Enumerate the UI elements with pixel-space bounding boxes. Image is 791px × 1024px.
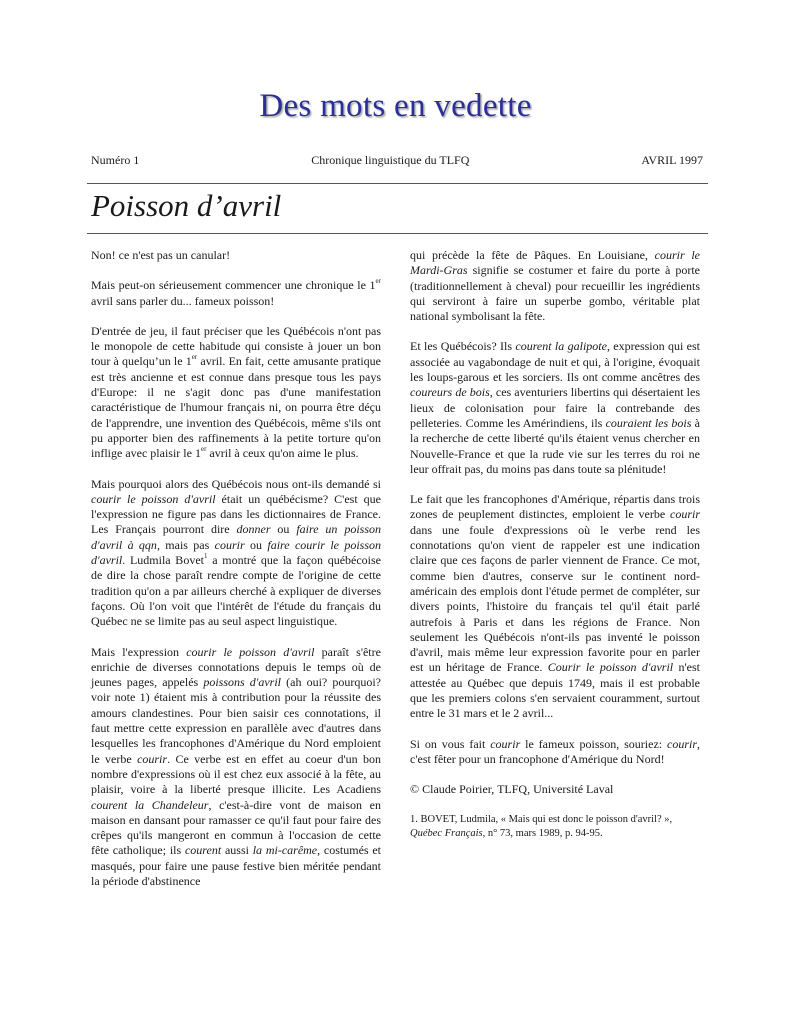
issue-number: Numéro 1 [91, 153, 140, 167]
paragraph: Mais l'expression courir le poisson d'avril paraît s'être enrichie de diverses connotations depuis le temps où de jeunes pages, appelés poissons d'avril (ah oui? pourquoi? voir note 1) étaient mis à contribution pour la réussite des amours clandestines. Pour bien saisir ces connotations, il faut mettre cette expression en parallèle avec d'autres dans lesquelles les francophones d'Amérique du Nord emploient le verbe courir. Ce verbe est en effet au coeur d'un bon nombre d'expressions où il est chez eux associé à la fête, au plaisir, voire à la liberté presque illicite. Les Acadiens courent la Chandeleur, c'est-à-dire vont de maison en maison en dansant pour ramasser ce qu'il faut pour faire des crêpes qu'ils mangeront en commun à l'occasion de cette fête catholique; ils courent aussi la mi-carême, costumés et masqués, pour faire une pause festive bien méritée pendant la période d'abstinence [91, 644, 382, 888]
masthead-title: Des mots en vedette [259, 88, 532, 124]
top-divider [87, 183, 708, 184]
right-column [410, 248, 700, 856]
paragraph: D'entrée de jeu, il faut préciser que les Québécois n'ont pas le monopole de cette habitude qui consiste à jouer un bon tour à quelqu’un le 1er avril. En fait, cette amusante pratique est très ancienne et est connue dans presque tous les pays d'Europe: il ne s'agit donc pas d'une manifestation caractéristique de l'humour français ni, on pourra être déçu de l'apprendre, une invention des Québécois, même s'ils ont pu apporter bien des raffinements à la petite torture qu'on inflige avec plaisir le 1er avril à ceux qu'on aime le plus. [91, 323, 381, 461]
footnote-source: Québec Français [410, 827, 483, 839]
left-column [91, 248, 381, 889]
paragraph-continued: qui précède la fête de Pâques. En Louisiane, courir le Mardi-Gras signifie se costumer et faire du porte à porte (traditionnellement à cheval) pour recueillir les ingrédients qui serviront à faire un superbe gombo, véritable plat national symbolisant la fête. [410, 248, 700, 324]
author-credit: © Claude Poirier, TLFQ, Université Laval [410, 782, 614, 797]
footnote [410, 813, 700, 841]
article-title: Poisson d’avril [91, 188, 282, 223]
paragraph: Si on vous fait courir le fameux poisson, souriez: courir, c'est fêter pour un francophone d'Amérique du Nord! [410, 736, 700, 766]
paragraph: Le fait que les francophones d'Amérique, répartis dans trois zones de peuplement distinctes, emploient le verbe courir dans une foule d'expressions où le verbe rend les connotations qu'on vient de rappeler est une indication claire que ces façons de parler viennent de France. Ce mot, comme bien d'autres, conserve sur le continent nord-américain des emplois dont l'étude permet de compléter, sur divers points, l'histoire du français tel qu'il était parlé autrefois à Paris et dans les régions de France. Non seulement les Québécois n'ont-ils pas inventé le poisson d'avril, mais même leur expression favorite pour en parler est un héritage de France. Courir le poisson d'avril n'est attestée au Québec que depuis 1749, mais il est probable que les premiers colons s'en servaient couramment, surtout entre le 31 mars et le 2 avril... [410, 492, 700, 721]
issue-date: AVRIL 1997 [641, 153, 703, 167]
footnote-details: , n° 73, mars 1989, p. 94-95. [482, 827, 603, 839]
title-divider [87, 233, 708, 234]
paragraph: Et les Québécois? Ils courent la galipote, expression qui est associée au vagabondage de nuit et qui, à l'origine, évoquait les loups-garous et les sorciers. Ils ont comme ancêtres des coureurs de bois, ces aventuriers libertins qui désertaient les lieux de colonisation pour faire la contrebande des pelleteries. Comme les Amérindiens, ils couraient les bois à la recherche de cette liberté qu'ils étaient venus chercher en Nouvelle-France et que la rude vie sur les terres du roi ne leur offrait pas, du moins pas dans toute sa plénitude! [410, 339, 701, 476]
issue-meta [91, 153, 703, 168]
paragraph: Mais pourquoi alors des Québécois nous ont-ils demandé si courir le poisson d'avril était un québécisme? C'est que l'expression ne figure pas dans les dictionnaires de France. Les Français pourront dire donner ou faire un poisson d'avril à qqn, mais pas courir ou faire courir le poisson d'avril. Ludmila Bovet$^1$ a montré que la façon québécoise de dire la chose paraît rendre compte de l'origine de cette tradition qu'on a par ailleurs cherché à expliquer de diverses façons. Où l'on voit que l'intérêt de l'étude du français du Québec ne se limite pas au seul aspect linguistique. [91, 476, 382, 629]
footnote-text: 1. BOVET, Ludmila, « Mais qui est donc le poisson d'avril? », [410, 813, 673, 825]
paragraph: Mais peut-on sérieusement commencer une chronique le 1er avril sans parler du... fameux poisson! [91, 277, 381, 308]
series-name: Chronique linguistique du TLFQ [311, 153, 470, 167]
paragraph: Non! ce n'est pas un canular! [91, 248, 231, 262]
